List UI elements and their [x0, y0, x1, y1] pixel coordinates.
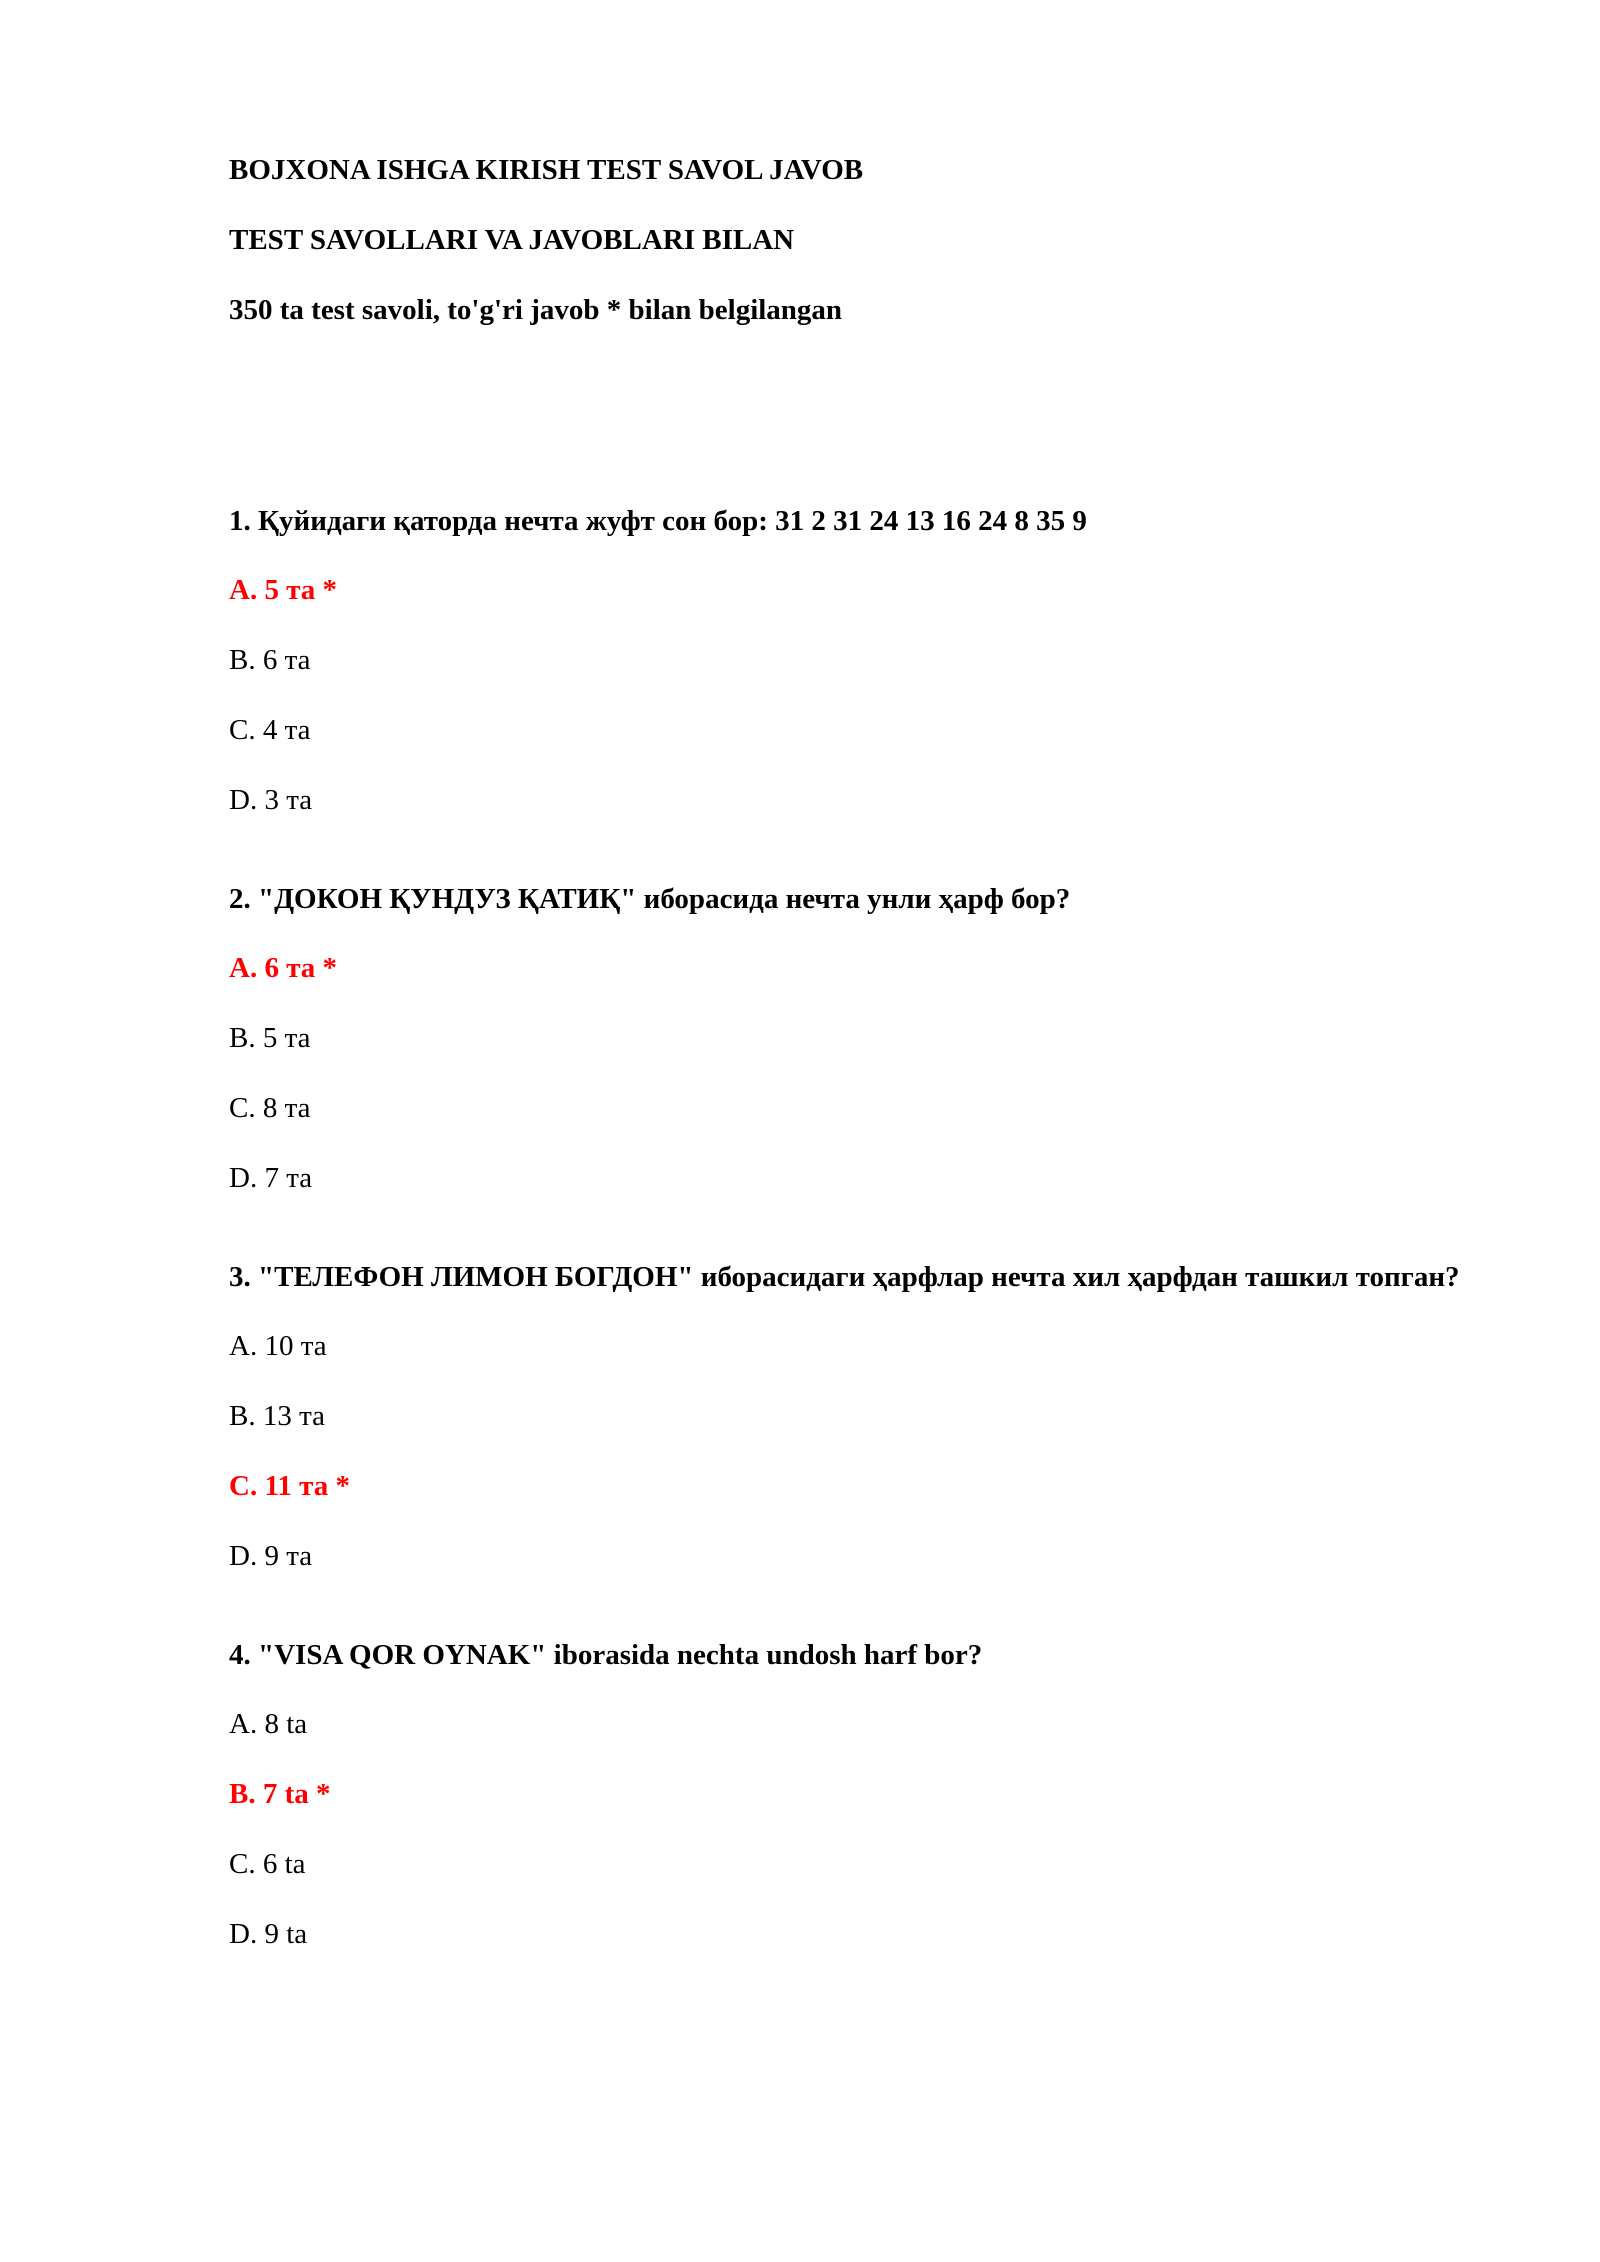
question-2 [229, 878, 1489, 1198]
answer-option-b: B. 5 та [229, 1022, 311, 1054]
answer-option-b: B. 7 ta * [229, 1778, 331, 1810]
question-text: 1. Қуйидаги қаторда нечта жуфт сон бор: 31 2 31 24 13 16 24 8 35 9 [229, 505, 1087, 537]
answer-option-a: A. 5 та * [229, 574, 338, 606]
document-content [229, 150, 1489, 2012]
question-4 [229, 1634, 1489, 1954]
spacer [229, 360, 1489, 500]
question-text: 3. "ТЕЛЕФОН ЛИМОН БОГДОН" иборасидаги ҳарфлар нечта хил ҳарфдан ташкил топган? [229, 1261, 1460, 1293]
answer-option-d: D. 3 та [229, 784, 313, 816]
question-text: 4. "VISA QOR OYNAK" iborasida nechta undosh harf bor? [229, 1639, 983, 1671]
question-3 [229, 1256, 1489, 1576]
answer-option-c: C. 8 та [229, 1092, 311, 1124]
answer-option-a: A. 10 та [229, 1330, 327, 1362]
answer-option-c: C. 6 ta [229, 1848, 306, 1880]
answer-option-b: B. 13 та [229, 1400, 325, 1432]
answer-option-d: D. 7 та [229, 1162, 313, 1194]
answer-option-b: B. 6 та [229, 644, 311, 676]
question-text: 2. "ДОКОН ҚУНДУЗ ҚАТИҚ" иборасида нечта унли ҳарф бор? [229, 883, 1071, 915]
document-title: BOJXONA ISHGA KIRISH TEST SAVOL JAVOB [229, 154, 864, 186]
answer-option-d: D. 9 та [229, 1540, 313, 1572]
answer-option-c: C. 11 та * [229, 1470, 350, 1502]
answer-option-d: D. 9 ta [229, 1918, 308, 1950]
answer-option-a: A. 8 ta [229, 1708, 308, 1740]
question-1 [229, 500, 1489, 820]
answer-option-a: A. 6 та * [229, 952, 338, 984]
document-subtitle: TEST SAVOLLARI VA JAVOBLARI BILAN [229, 224, 795, 256]
answer-option-c: C. 4 та [229, 714, 311, 746]
document-note: 350 ta test savoli, to'g'ri javob * bilan belgilangan [229, 294, 843, 326]
